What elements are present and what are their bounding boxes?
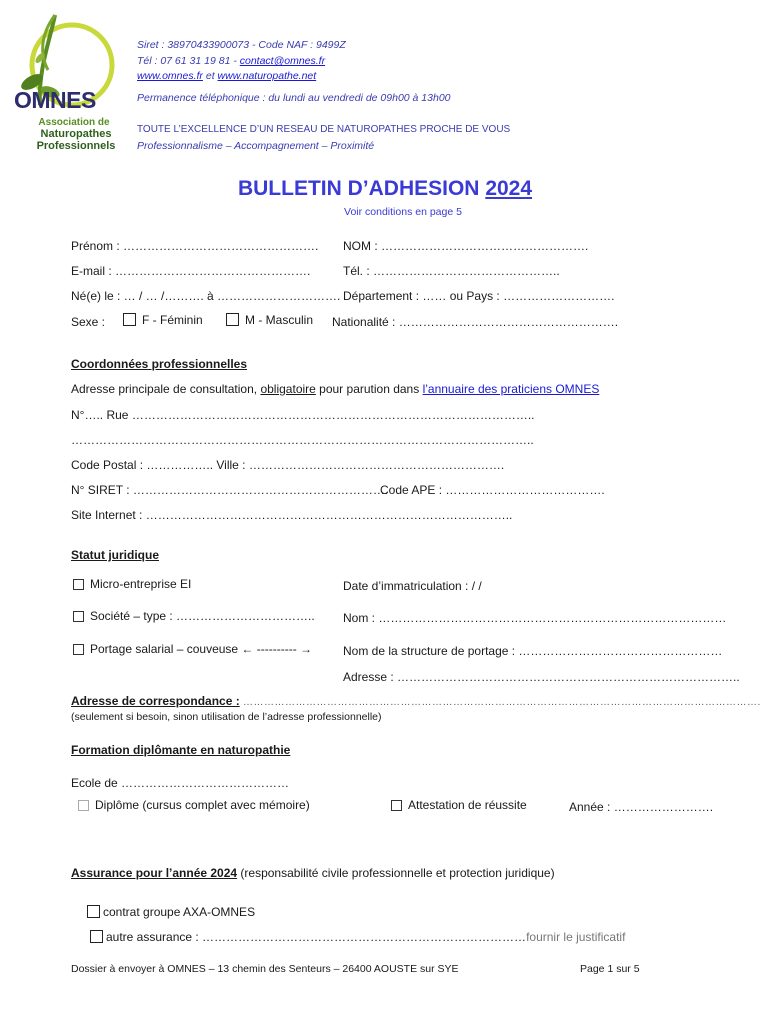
- assurance-heading: Assurance pour l’année 2024: [71, 866, 238, 880]
- axa-label: contrat groupe AXA-OMNES: [103, 905, 256, 919]
- tagline: TOUTE L’EXCELLENCE D’UN RESEAU DE NATUROPATHES PROCHE DE VOUS: [137, 124, 511, 135]
- nationalite-field[interactable]: Nationalité : ……………………………………………….: [332, 315, 619, 329]
- correspondance-note: (seulement si besoin, sinon utilisation de l’adresse professionnelle): [71, 711, 382, 723]
- prenom-field[interactable]: Prénom : ………………………………………….: [71, 239, 319, 253]
- attestation-label: Attestation de réussite: [408, 798, 527, 812]
- portage-option[interactable]: [73, 642, 312, 656]
- adresse-mid: pour parution dans: [315, 382, 423, 396]
- checkbox-societe[interactable]: [73, 611, 84, 622]
- diplome-label: Diplôme (cursus complet avec mémoire): [95, 798, 310, 812]
- statut-heading: Statut juridique: [71, 548, 159, 562]
- nom-field[interactable]: NOM : …………………………………………….: [343, 239, 589, 253]
- adresse-consultation: [71, 382, 599, 396]
- correspondance-heading: Adresse de correspondance :: [71, 694, 240, 708]
- omnes-site-link[interactable]: www.omnes.fr: [137, 70, 203, 82]
- logo-line2: Naturopathes: [40, 128, 112, 140]
- sexe-f-option[interactable]: [123, 313, 203, 327]
- site-internet-field[interactable]: Site Internet : ………………………………………………………………………………..: [71, 508, 513, 522]
- values-line: Professionnalisme – Accompagnement – Proximité: [137, 140, 375, 152]
- attestation-option[interactable]: [391, 798, 527, 812]
- annuaire-link[interactable]: l’annuaire des praticiens OMNES: [422, 382, 600, 396]
- micro-option[interactable]: [73, 577, 191, 591]
- email-link[interactable]: contact@omnes.fr: [239, 55, 326, 67]
- siret-field[interactable]: N° SIRET : ……………………………………………………….: [71, 483, 389, 497]
- autre-assurance-hint: fournir le justificatif: [526, 930, 626, 944]
- societe-label: Société – type : ……………………………..: [90, 609, 315, 623]
- rue-field[interactable]: N°….. Rue ………………………………………………………………………………………..: [71, 408, 535, 422]
- formation-heading: Formation diplômante en naturopathie: [71, 743, 291, 757]
- societe-nom-field[interactable]: Nom : ……………………………………………………………………………: [343, 611, 727, 625]
- autre-assurance-label: autre assurance : ………………………………………………………………………: [106, 930, 527, 944]
- tel-field[interactable]: Tél. : ………………………………………..: [343, 264, 560, 278]
- page-number: Page 1 sur 5: [580, 963, 640, 975]
- assurance-detail: (responsabilité civile professionnelle et protection juridique): [237, 866, 555, 880]
- autre-assurance-option[interactable]: [90, 930, 625, 944]
- birth-field[interactable]: Né(e) le : … / … /………. à ………………………….: [71, 289, 341, 303]
- rue-line2-field[interactable]: ……………………………………………………………………………………………………..: [71, 433, 534, 447]
- checkbox-autre-assurance[interactable]: [90, 930, 103, 943]
- checkbox-male[interactable]: [226, 313, 239, 326]
- assurance-line: [71, 866, 555, 880]
- sexe-f-label: F - Féminin: [142, 313, 203, 327]
- diplome-option[interactable]: [78, 798, 310, 812]
- checkbox-micro[interactable]: [73, 579, 84, 590]
- micro-label: Micro-entreprise EI: [90, 577, 192, 591]
- portage-adresse-field[interactable]: Adresse : …………………………………………………………………………..: [343, 670, 740, 684]
- logo-line1: Association de: [38, 117, 110, 128]
- axa-option[interactable]: [87, 905, 255, 919]
- correspondance-dots[interactable]: ………………………………………………………………………………………………………………………………….: [239, 697, 761, 708]
- date-immatriculation-field[interactable]: Date d’immatriculation : / /: [343, 579, 482, 593]
- societe-option[interactable]: [73, 609, 315, 623]
- adresse-prefix: Adresse principale de consultation,: [71, 382, 261, 396]
- page-title: [0, 177, 770, 201]
- checkbox-attestation[interactable]: [391, 800, 402, 811]
- ape-field[interactable]: Code APE : ………………………………….: [380, 483, 605, 497]
- coordonnees-heading: Coordonnées professionnelles: [71, 357, 248, 371]
- website-line: [137, 70, 316, 82]
- title-year: 2024: [485, 177, 533, 200]
- logo-line3: Professionnels: [36, 140, 116, 152]
- title-main: BULLETIN D’ADHESION: [237, 177, 486, 200]
- site-separator: et: [202, 70, 218, 82]
- permanence-text: Permanence téléphonique : du lundi au vendredi de 09h00 à 13h00: [137, 92, 451, 104]
- checkbox-portage[interactable]: [73, 644, 84, 655]
- sexe-label: Sexe :: [71, 315, 106, 329]
- departement-field[interactable]: Département : …… ou Pays : ……………………….: [343, 289, 615, 303]
- contact-line: [137, 55, 325, 67]
- conditions-link[interactable]: Voir conditions en page 5: [344, 206, 462, 218]
- correspondance-line[interactable]: [71, 694, 761, 708]
- siret-line: Siret : 38970433900073 - Code NAF : 9499Z: [137, 39, 346, 51]
- sexe-m-label: M - Masculin: [245, 313, 314, 327]
- sexe-m-option[interactable]: [226, 313, 313, 327]
- checkbox-axa[interactable]: [87, 905, 100, 918]
- checkbox-diplome[interactable]: [78, 800, 89, 811]
- footer-address: Dossier à envoyer à OMNES – 13 chemin des Senteurs – 26400 AOUSTE sur SYE: [71, 963, 459, 975]
- naturopathe-site-link[interactable]: www.naturopathe.net: [217, 70, 317, 82]
- structure-portage-field[interactable]: Nom de la structure de portage : ……………………………………………: [343, 644, 723, 658]
- phone-text: Tél : 07 61 31 19 81 -: [137, 55, 240, 67]
- portage-label: Portage salarial – couveuse ← ---------- →: [90, 642, 313, 656]
- checkbox-female[interactable]: [123, 313, 136, 326]
- ecole-field[interactable]: Ecole de ……………………………………: [71, 776, 290, 790]
- adresse-obligatoire: obligatoire: [260, 382, 316, 396]
- annee-field[interactable]: Année : …………………….: [569, 800, 714, 814]
- logo-name: OMNES: [14, 87, 96, 113]
- email-field[interactable]: E-mail : ………………………………………….: [71, 264, 311, 278]
- cp-ville-field[interactable]: Code Postal : …………….. Ville : ……………………………………………………….: [71, 458, 505, 472]
